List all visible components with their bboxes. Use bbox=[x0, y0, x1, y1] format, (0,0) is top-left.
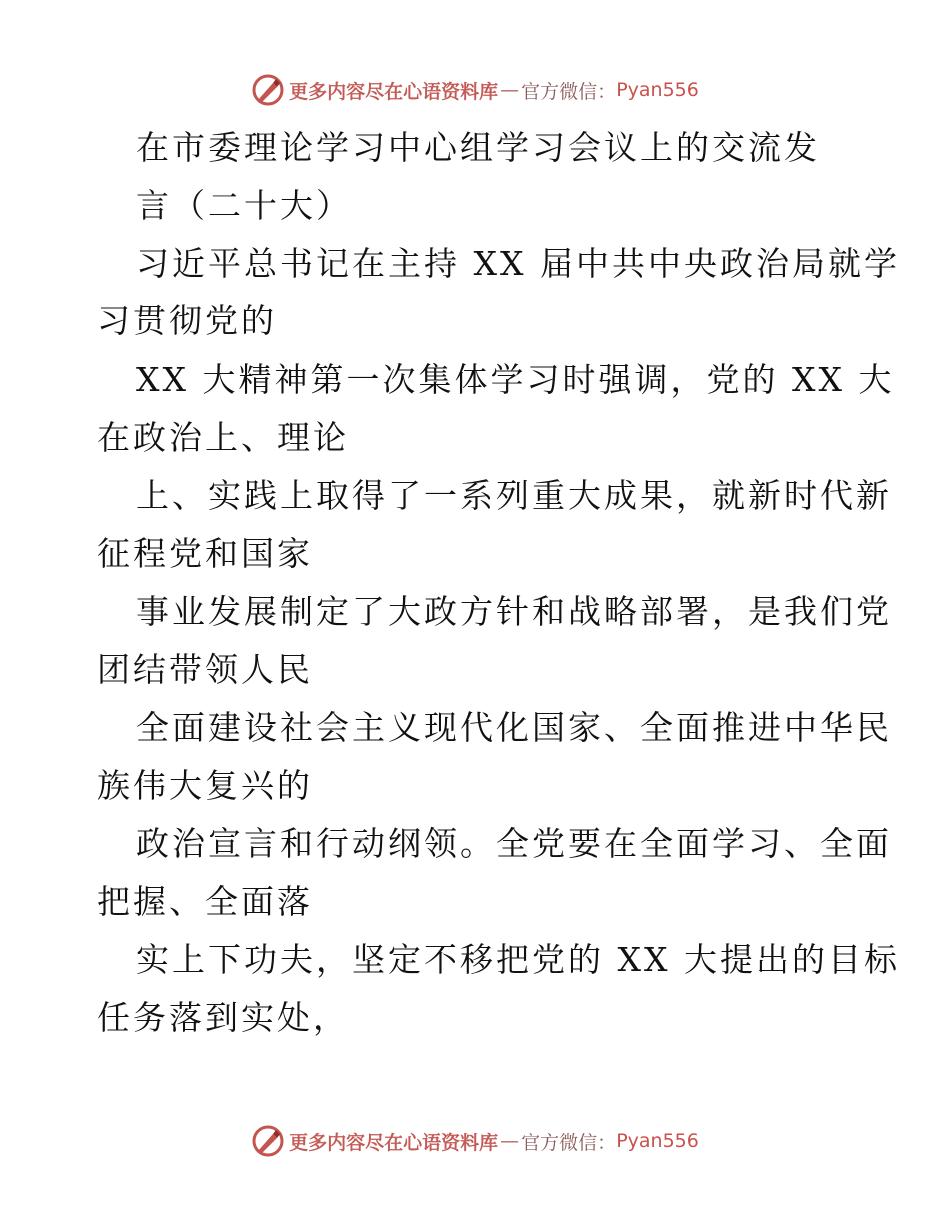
watermark-wechat-label: 官方微信： bbox=[521, 80, 617, 103]
doc-line-4: 习贯彻党的 bbox=[97, 301, 277, 340]
doc-line-9: 事业发展制定了大政方针和战略部署，是我们党 bbox=[136, 592, 892, 631]
doc-line-5: XX 大精神第一次集体学习时强调，党的 XX 大 bbox=[136, 360, 895, 399]
pen-logo-icon bbox=[251, 1124, 285, 1158]
doc-line-11: 全面建设社会主义现代化国家、全面推进中华民 bbox=[136, 708, 892, 747]
watermark-separator: — bbox=[500, 1130, 520, 1152]
doc-line-16: 任务落到实处， bbox=[97, 998, 349, 1037]
doc-line-13: 政治宣言和行动纲领。全党要在全面学习、全面 bbox=[136, 824, 892, 863]
doc-line-14: 把握、全面落 bbox=[97, 882, 313, 921]
doc-line-12: 族伟大复兴的 bbox=[97, 766, 313, 805]
doc-line-2: 言（二十大） bbox=[136, 186, 352, 225]
doc-line-1: 在市委理论学习中心组学习会议上的交流发 bbox=[136, 128, 820, 167]
watermark-wechat-id: Pyan556 bbox=[616, 79, 699, 101]
watermark-site-name: 更多内容尽在心语资料库 bbox=[289, 80, 499, 103]
doc-line-7: 上、实践上取得了一系列重大成果，就新时代新 bbox=[136, 476, 892, 515]
doc-line-10: 团结带领人民 bbox=[97, 650, 313, 689]
doc-line-3: 习近平总书记在主持 XX 届中共中央政治局就学 bbox=[136, 244, 900, 283]
watermark-wechat-id: Pyan556 bbox=[616, 1130, 699, 1152]
watermark-site-name: 更多内容尽在心语资料库 bbox=[289, 1131, 499, 1154]
doc-line-15: 实上下功夫，坚定不移把党的 XX 大提出的目标 bbox=[136, 940, 900, 979]
footer-watermark bbox=[0, 1121, 950, 1161]
watermark-separator: — bbox=[500, 79, 520, 101]
doc-line-8: 征程党和国家 bbox=[97, 534, 313, 573]
doc-line-6: 在政治上、理论 bbox=[97, 418, 349, 457]
watermark-wechat-label: 官方微信： bbox=[521, 1131, 617, 1154]
